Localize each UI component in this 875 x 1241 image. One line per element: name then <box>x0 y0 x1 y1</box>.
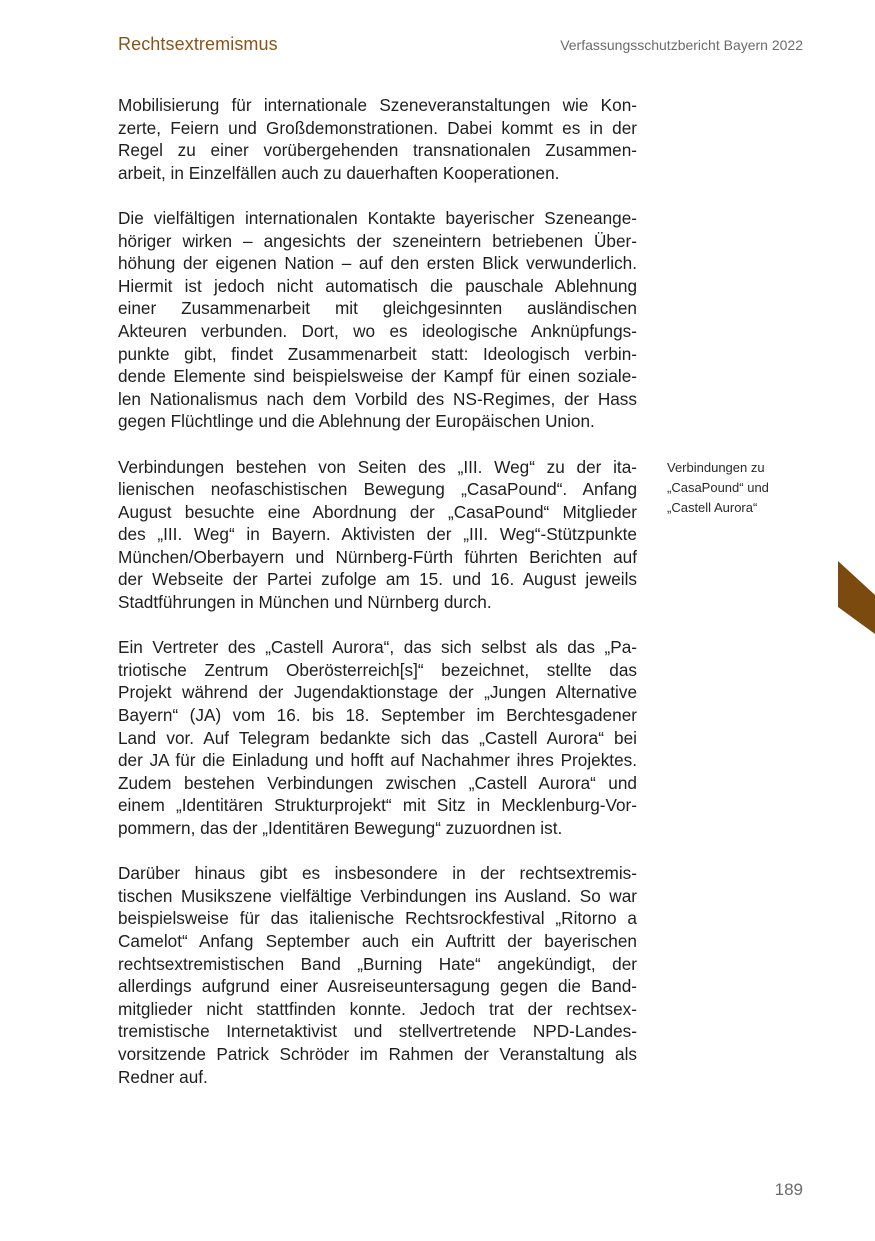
text-line: Land vor. Auf Telegram bedankte sich das „Castell Aurora“ bei <box>118 727 637 748</box>
text-line: rechtsextremistischen Band „Burning Hate“ angekündigt, der <box>118 953 637 974</box>
text-line: Redner auf. <box>118 1066 208 1087</box>
text-line: gegen Flüchtlinge und die Ablehnung der Europäischen Union. <box>118 411 595 432</box>
paragraph-3 <box>118 456 637 614</box>
paragraph-1 <box>118 94 637 184</box>
text-line: höriger wirken – angesichts der szeneintern betriebenen Über- <box>118 230 637 251</box>
text-line: Regel zu einer vorübergehenden transnationalen Zusammen- <box>118 140 637 161</box>
text-line: beispielsweise für das italienische Rechtsrockfestival „Ritorno a <box>118 908 637 929</box>
text-line: len Nationalismus nach dem Vorbild des NS-Regimes, der Hass <box>118 388 637 409</box>
text-line: Ein Vertreter des „Castell Aurora“, das sich selbst als das „Pa- <box>118 637 637 658</box>
page-number: 189 <box>774 1180 803 1199</box>
text-line: Darüber hinaus gibt es insbesondere in der rechtsextremis- <box>118 863 637 884</box>
text-line: der JA für die Einladung und hofft auf Nachahmer ihres Projektes. <box>118 750 637 771</box>
text-line: punkte gibt, findet Zusammenarbeit statt: Ideologisch verbin- <box>118 343 637 364</box>
paragraph-5 <box>118 862 637 1088</box>
margin-note-line: „Castell Aurora“ <box>667 500 758 515</box>
text-line: zerte, Feiern und Großdemonstrationen. Dabei kommt es in der <box>118 117 637 138</box>
text-line: arbeit, in Einzelfällen auch zu dauerhaften Kooperationen. <box>118 162 560 183</box>
text-line: tischen Musikszene vielfältige Verbindungen ins Ausland. So war <box>118 885 637 906</box>
text-line: triotische Zentrum Oberösterreich[s]“ bezeichnet, stellte das <box>118 659 637 680</box>
text-line: tremistische Internetaktivist und stellvertretende NPD-Landes- <box>118 1021 637 1042</box>
running-head-section: Rechtsextremismus <box>118 34 278 54</box>
thumb-tab-shape <box>838 561 875 634</box>
margin-note-line: Verbindungen zu <box>667 460 765 475</box>
text-line: pommern, das der „Identitären Bewegung“ zuzuordnen ist. <box>118 818 563 838</box>
text-line: Bayern“ (JA) vom 16. bis 18. September im Berchtesgadener <box>118 705 637 726</box>
text-line: einer Zusammenarbeit mit gleichgesinnten ausländischen <box>118 298 637 319</box>
text-line: allerdings aufgrund einer Ausreiseuntersagung gegen die Band- <box>118 976 637 997</box>
running-head-report: Verfassungsschutzbericht Bayern 2022 <box>560 37 803 53</box>
text-line: lienischen neofaschistischen Bewegung „CasaPound“. Anfang <box>118 479 637 500</box>
text-line: vorsitzende Patrick Schröder im Rahmen der Veranstaltung als <box>118 1043 637 1064</box>
text-line: dende Elemente sind beispielsweise der Kampf für einen soziale- <box>118 366 637 387</box>
paragraph-2 <box>118 207 637 433</box>
text-line: Zudem bestehen Verbindungen zwischen „Castell Aurora“ und <box>118 772 637 793</box>
text-line: einem „Identitären Strukturprojekt“ mit Sitz in Mecklenburg-Vor- <box>118 795 637 816</box>
text-line: Die vielfältigen internationalen Kontakte bayerischer Szeneange- <box>118 207 637 228</box>
body-text <box>118 94 637 1111</box>
text-line: Projekt während der Jugendaktionstage der „Jungen Alternative <box>118 682 637 703</box>
text-line: Stadtführungen in München und Nürnberg durch. <box>118 592 492 613</box>
text-line: Mobilisierung für internationale Szeneveranstaltungen wie Kon- <box>118 95 637 115</box>
text-line: höhung der eigenen Nation – auf den ersten Blick verwunderlich. <box>118 253 637 274</box>
text-line: Akteuren verbunden. Dort, wo es ideologische Anknüpfungs- <box>118 320 637 341</box>
text-line: August besuchte eine Abordnung der „CasaPound“ Mitglieder <box>118 501 637 522</box>
text-line: des „III. Weg“ in Bayern. Aktivisten der „III. Weg“-Stützpunkte <box>118 524 637 545</box>
margin-note <box>667 458 807 518</box>
text-line: Hiermit ist jedoch nicht automatisch die pauschale Ablehnung <box>118 275 637 296</box>
chapter-thumb-tab <box>838 561 875 634</box>
margin-note-line: „CasaPound“ und <box>667 480 769 495</box>
text-line: mitglieder nicht stattfinden konnte. Jedoch trat der rechtsex- <box>118 998 637 1019</box>
text-line: München/Oberbayern und Nürnberg-Fürth führten Berichten auf <box>118 546 637 567</box>
text-line: der Webseite der Partei zufolge am 15. und 16. August jeweils <box>118 569 637 590</box>
paragraph-4 <box>118 636 637 839</box>
text-line: Camelot“ Anfang September auch ein Auftritt der bayerischen <box>118 930 637 951</box>
text-line: Verbindungen bestehen von Seiten des „III. Weg“ zu der ita- <box>118 456 637 477</box>
